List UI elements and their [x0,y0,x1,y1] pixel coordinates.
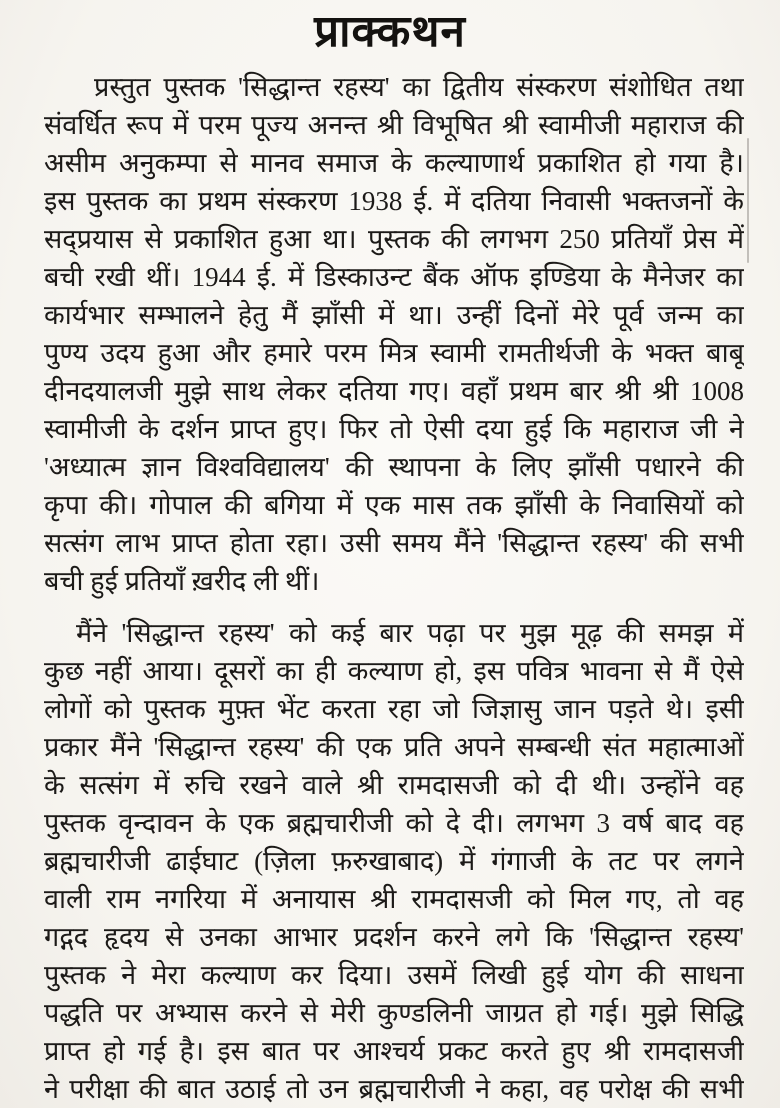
text-line: के सत्संग में रुचि रखने वाले श्री रामदासजी को दी थी। उन्होंने वह [44,770,744,800]
text-line: बची रखी थीं। 1944 ई. में डिस्काउन्ट बैंक ऑफ इण्डिया के मैनेजर का [44,262,744,292]
text-line: गद्गद हृदय से उनका आभार प्रदर्शन करने लगे कि 'सिद्धान्त रहस्य' [44,922,744,952]
text-line: 'अध्यात्म ज्ञान विश्वविद्यालय' की स्थापना के लिए झाँसी पधारने की [44,452,744,482]
text-line: कृपा की। गोपाल की बगिया में एक मास तक झाँसी के निवासियों को [44,490,744,520]
text-line: ब्रह्मचारीजी ढाईघाट (ज़िला फ़रुखाबाद) में गंगाजी के तट पर लगने [44,846,744,876]
text-line: संवर्धित रूप में परम पूज्य अनन्त श्री विभूषित श्री स्वामीजी महाराज की [44,110,744,140]
text-line: इस पुस्तक का प्रथम संस्करण 1938 ई. में दतिया निवासी भक्तजनों के [44,186,744,216]
text-line: असीम अनुकम्पा से मानव समाज के कल्याणार्थ प्रकाशित हो गया है। [44,148,744,178]
text-line: सद्प्रयास से प्रकाशित हुआ था। पुस्तक की लगभग 250 प्रतियाँ प्रेस में [44,224,744,254]
page-title: प्राक्कथन [314,7,466,56]
text-line: ने परीक्षा की बात उठाई तो उन ब्रह्मचारीजी ने कहा, वह परोक्ष की सभी [44,1074,744,1104]
text-line: कार्यभार सम्भालने हेतु मैं झाँसी में था। उन्हीं दिनों मेरे पूर्व जन्म का [44,300,744,330]
text-line: वाली राम नगरिया में अनायास श्री रामदासजी को मिल गए, तो वह [44,884,744,914]
text-line: पद्धति पर अभ्यास करने से मेरी कुण्डलिनी जाग्रत हो गई। मुझे सिद्धि [44,998,744,1028]
text-line: स्वामीजी के दर्शन प्राप्त हुए। फिर तो ऐसी दया हुई कि महाराज जी ने [44,414,744,444]
text-line: पुस्तक वृन्दावन के एक ब्रह्मचारीजी को दे दी। लगभग 3 वर्ष बाद वह [44,808,744,838]
text-line: सत्संग लाभ प्राप्त होता रहा। उसी समय मैंने 'सिद्धान्त रहस्य' की सभी [44,528,744,558]
text-line: प्राप्त हो गई है। इस बात पर आश्चर्य प्रकट करते हुए श्री रामदासजी [44,1036,744,1066]
text-line: कुछ नहीं आया। दूसरों का ही कल्याण हो, इस पवित्र भावना से मैं ऐसे [44,656,744,686]
text-line: प्रस्तुत पुस्तक 'सिद्धान्त रहस्य' का द्वितीय संस्करण संशोधित तथा [94,72,744,102]
scan-edge-artifact [747,138,749,263]
paragraph-1 [44,68,744,600]
preface-body [44,68,744,1108]
text-line: पुण्य उदय हुआ और हमारे परम मित्र स्वामी रामतीर्थजी के भक्त बाबू [44,338,744,368]
text-line: लोगों को पुस्तक मुफ़्त भेंट करता रहा जो जिज्ञासु जान पड़ते थे। इसी [44,694,744,724]
text-line: मैंने 'सिद्धान्त रहस्य' को कई बार पढ़ा पर मुझ मूढ़ की समझ में [76,618,744,648]
paragraph-2 [44,614,744,1108]
text-line: दीनदयालजी मुझे साथ लेकर दतिया गए। वहाँ प्रथम बार श्री श्री 1008 [44,376,744,406]
text-line: बची हुई प्रतियाँ ख़रीद ली थीं। [44,566,320,596]
text-line: पुस्तक ने मेरा कल्याण कर दिया। उसमें लिखी हुई योग की साधना [44,960,744,990]
text-line: प्रकार मैंने 'सिद्धान्त रहस्य' की एक प्रति अपने सम्बन्धी संत महात्माओं [44,732,744,762]
